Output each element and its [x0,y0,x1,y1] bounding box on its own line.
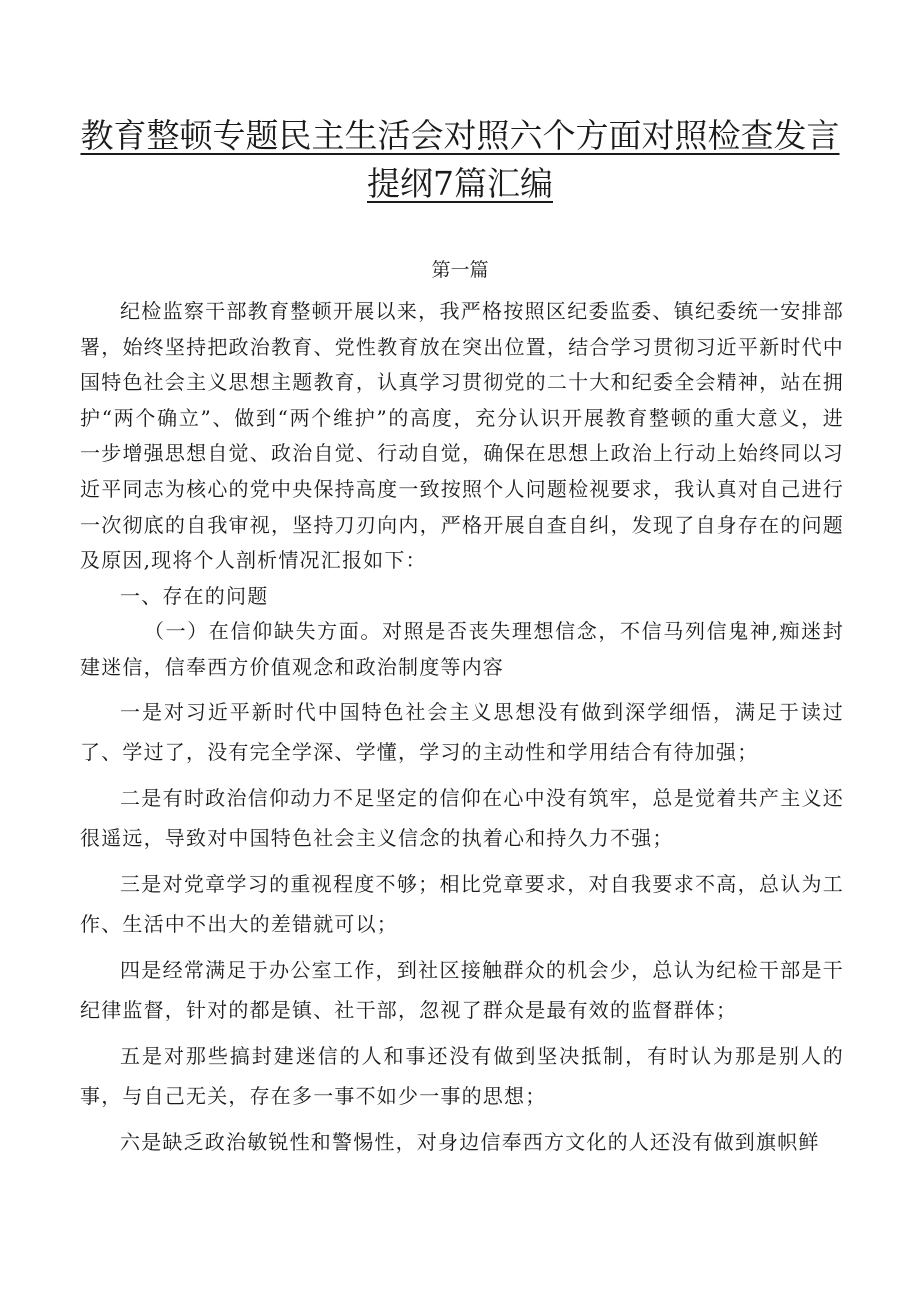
list-item: 六是缺乏政治敏锐性和警惕性，对身边信奉西方文化的人还没有做到旗帜鲜 [120,1129,820,1154]
list-item: 五是对那些搞封建迷信的人和事还没有做到坚决抵制，有时认为那是别人的事，与自己无关，存在多一事不如少一事的思想； [80,1043,844,1108]
document-body [80,294,844,1162]
list-item: 二是有时政治信仰动力不足坚定的信仰在心中没有筑牢，总是觉着共产主义还很遥远，导致对中国特色社会主义信念的执着心和持久力不强； [80,785,844,850]
document-title: 教育整顿专题民主生活会对照六个方面对照检查发言提纲7篇汇编 [80,116,840,203]
list-item: 一是对习近平新时代中国特色社会主义思想没有做到深学细悟，满足于读过了、学过了，没有完全学深、学懂，学习的主动性和学用结合有待加强； [80,699,844,764]
list-item: 三是对党章学习的重视程度不够；相比党章要求，对自我要求不高，总认为工作、生活中不出大的差错就可以； [80,871,844,936]
heading-problems: 一、存在的问题 [120,583,269,608]
section-heading: 第一篇 [431,259,489,281]
intro-paragraph: 纪检监察干部教育整顿开展以来，我严格按照区纪委监委、镇纪委统一安排部署，始终坚持把政治教育、党性教育放在突出位置，结合学习贯彻习近平新时代中国特色社会主义思想主题教育，认真学习贯彻党的二十大和纪委全会精神，站在拥护“两个确立”、做到“两个维护”的高度，充分认识开展教育整顿的重大意义，进一步增强思想自觉、政治自觉、行动自觉，确保在思想上政治上行动上始终同以习近平同志为核心的党中央保持高度一致按照个人问题检视要求，我认真对自己进行一次彻底的自我审视，坚持刀刃向内，严格开展自查自纠，发现了自身存在的问题及原因,现将个人剖析情况汇报如下： [80,299,844,573]
list-item: 四是经常满足于办公室工作，到社区接触群众的机会少，总认为纪检干部是干纪律监督，针对的都是镇、社干部，忽视了群众是最有效的监督群体； [80,957,844,1022]
subheading-belief: （一）在信仰缺失方面。对照是否丧失理想信念，不信马列信鬼神,痴迷封建迷信，信奉西方价值观念和政治制度等内容 [80,619,844,679]
